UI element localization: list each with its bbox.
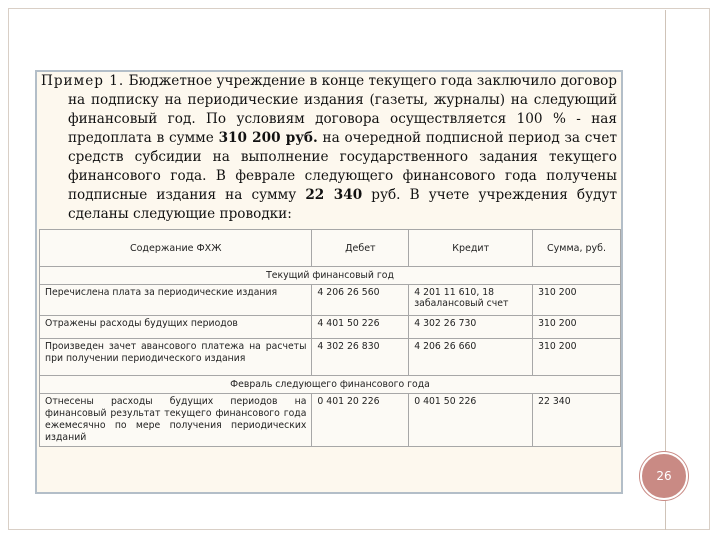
header-credit: Кредит [409,230,533,267]
header-debit: Дебет [312,230,409,267]
section-row-next-year [40,376,621,394]
table-row [40,339,621,376]
row-credit: 4 201 11 610, 18 забалансовый счет [409,285,533,316]
prepayment-amount: 310 200 руб. [218,130,318,146]
entries-table [39,229,621,447]
intro-text-before: Бюджетное учреждение в конце текущего года заключило договор на подписку на периодические издания (газеты, журналы) на следующий финансовый год. По условиям договора осуществляется 100 % - ная предоплата в сумме [68,73,618,146]
row-desc: Отражены расходы будущих периодов [40,316,312,339]
row-debit: 4 401 50 226 [312,316,409,339]
table-header-row [40,230,621,267]
row-desc: Произведен зачет авансового платежа на расчеты при получении периодического издания [40,339,312,376]
row-debit: 0 401 20 226 [312,394,409,447]
intro-text-after: руб. В учете учреждения будут сделаны следующие проводки: [68,187,617,222]
section-title: Февраль следующего финансового года [40,376,621,394]
row-credit: 4 302 26 730 [409,316,533,339]
intro-text-middle: на очередной подписной период за счет средств субсидии на выполнение государственного задания текущего финансового года. В феврале следующего финансового года получены подписные издания на сумму [68,130,617,203]
content-panel [35,70,623,494]
table-row [40,394,621,447]
row-debit: 4 302 26 830 [312,339,409,376]
received-amount: 22 340 [305,187,363,203]
section-title: Текущий финансовый год [40,267,621,285]
table-row [40,316,621,339]
row-credit: 0 401 50 226 [409,394,533,447]
row-sum: 310 200 [533,339,621,376]
example-label: Пример 1. [41,73,125,89]
header-content: Содержание ФХЖ [40,230,312,267]
intro-paragraph [41,72,617,224]
row-sum: 22 340 [533,394,621,447]
row-desc: Отнесены расходы будущих периодов на финансовый результат текущего финансового года ежемесячно по мере получения периодических изданий [40,394,312,447]
row-credit: 4 206 26 660 [409,339,533,376]
header-sum: Сумма, руб. [533,230,621,267]
row-sum: 310 200 [533,285,621,316]
table-row [40,285,621,316]
page-number-badge: 26 [640,452,688,500]
row-desc: Перечислена плата за периодические издания [40,285,312,316]
row-sum: 310 200 [533,316,621,339]
section-row-current-year [40,267,621,285]
row-debit: 4 206 26 560 [312,285,409,316]
